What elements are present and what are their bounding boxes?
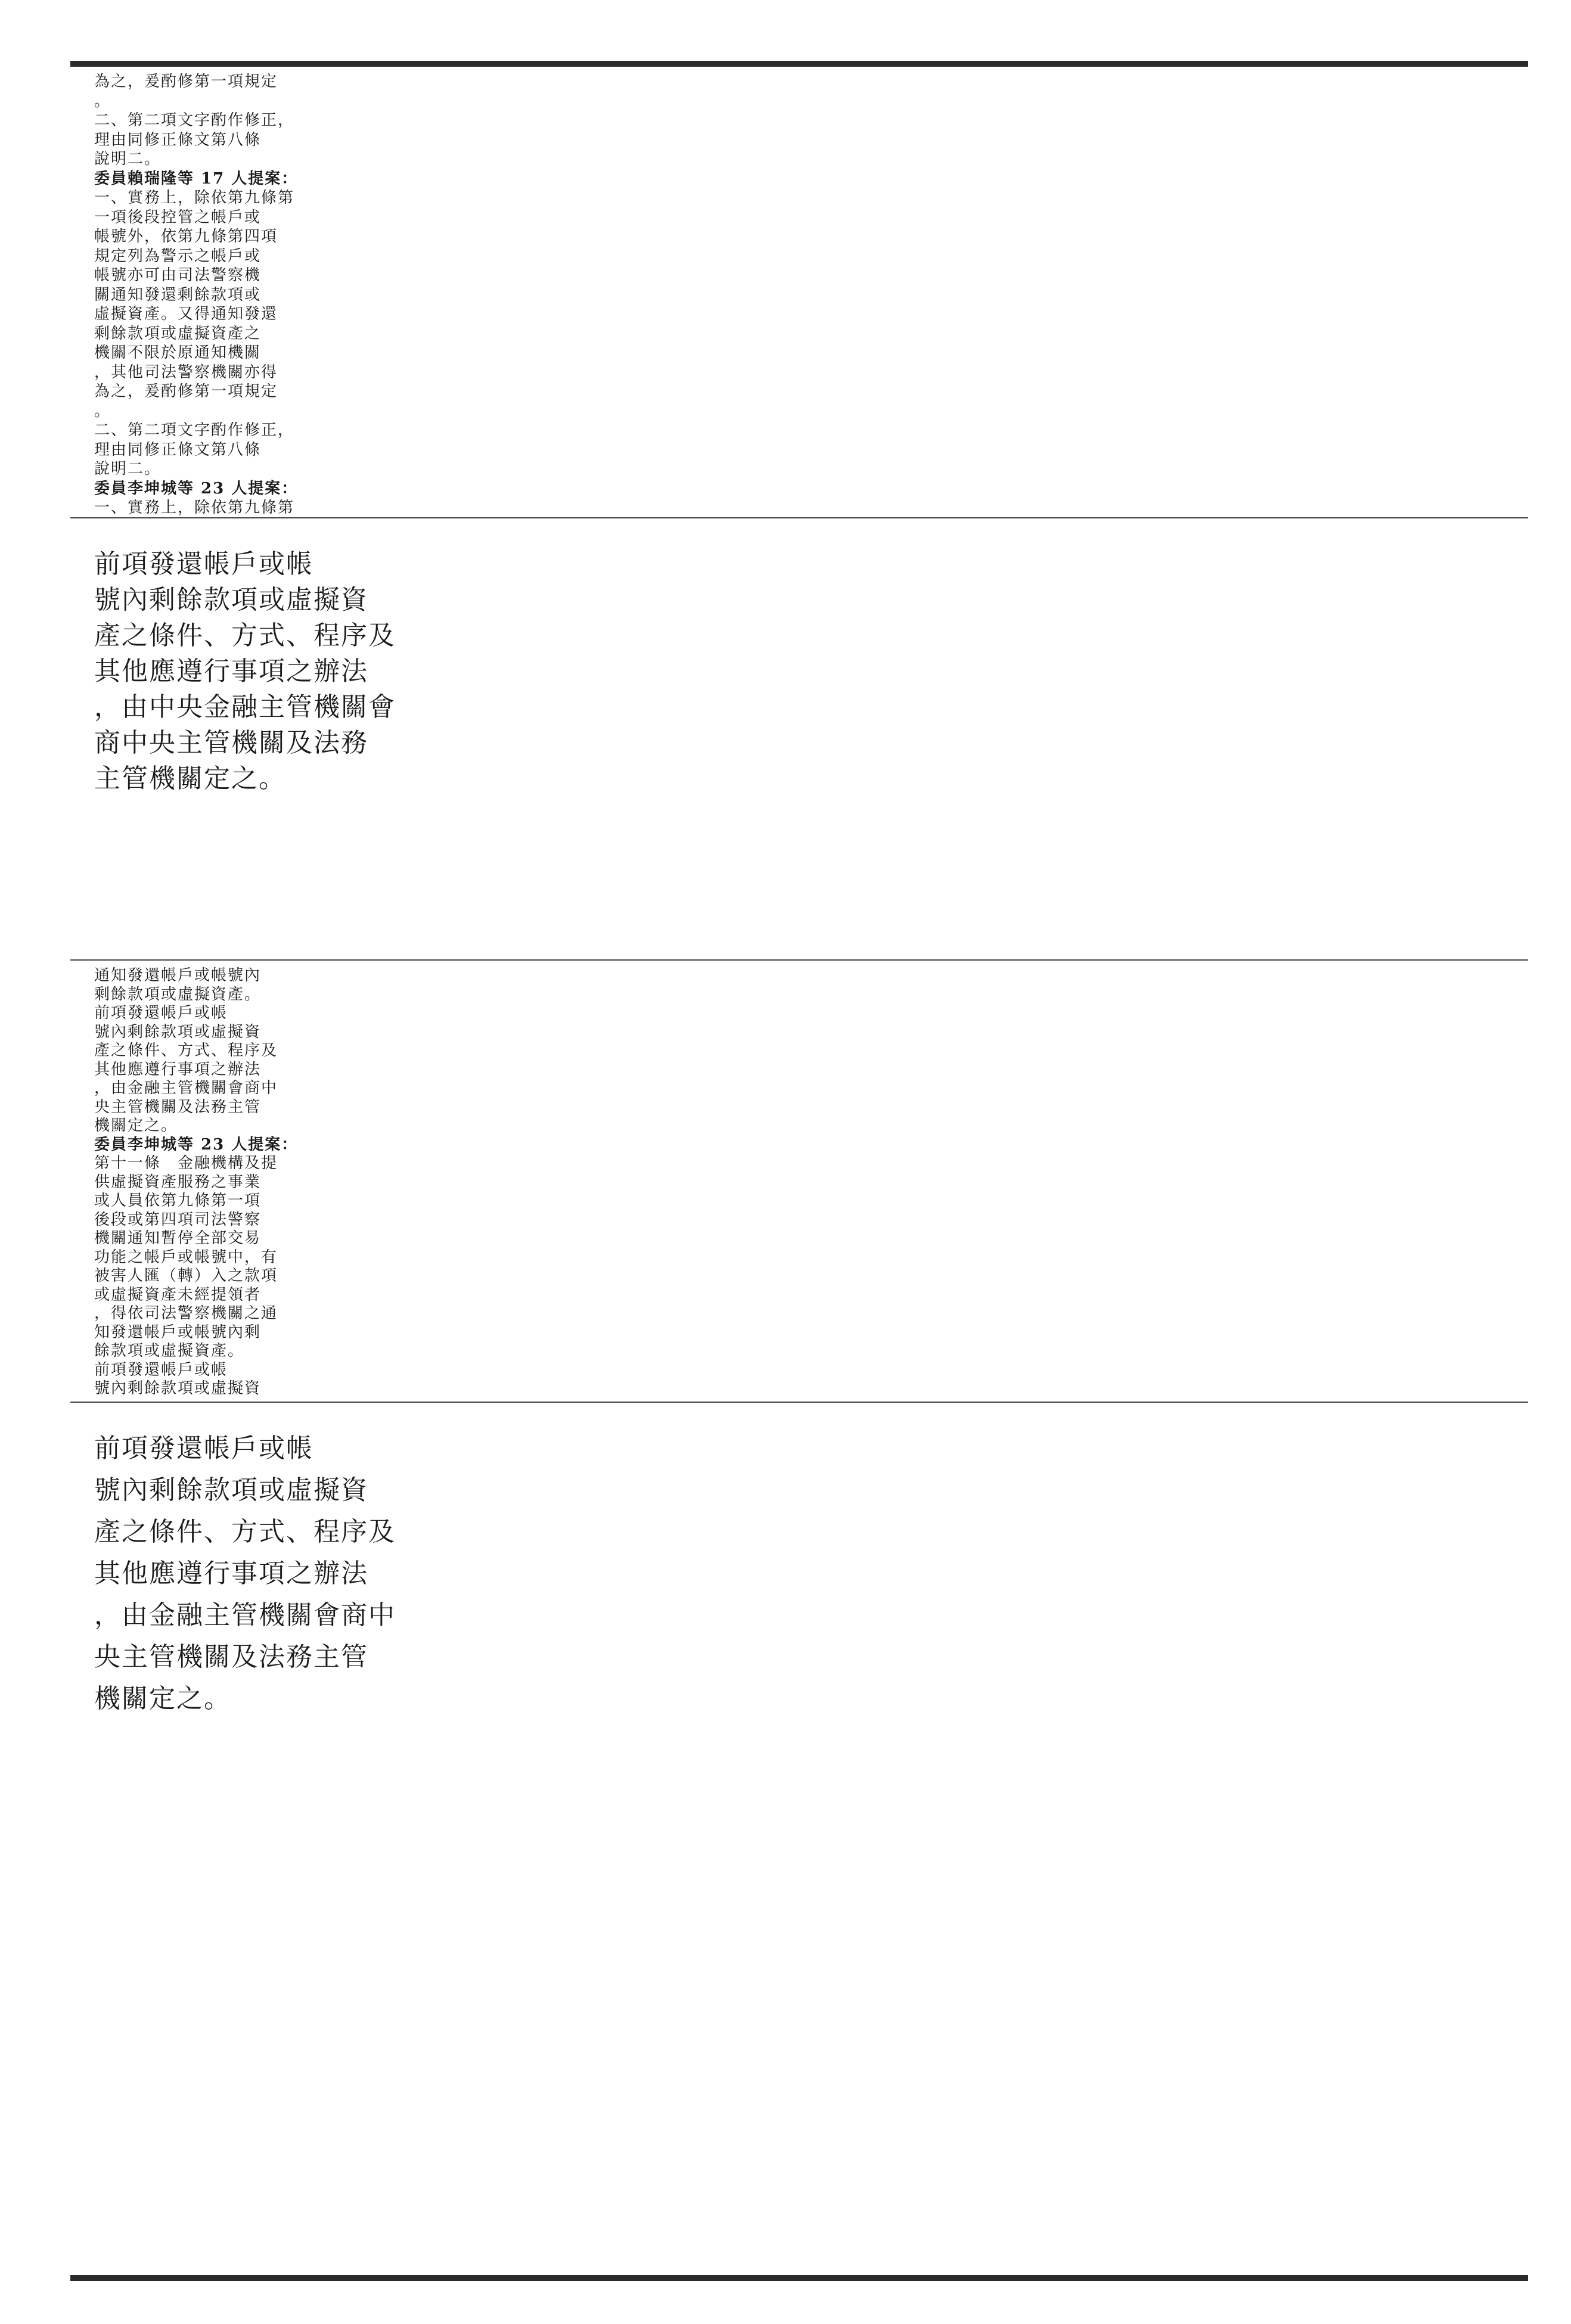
text-line: 機關定之。	[94, 1683, 231, 1714]
text-line: 被害人匯（轉）入之款項	[94, 1267, 278, 1285]
text-line: 關通知發還剩餘款項或	[94, 285, 262, 304]
text-line: 後段或第四項司法警察	[94, 1210, 262, 1229]
text-line: 為之，爰酌修第一項規定	[94, 383, 278, 400]
text-line: 功能之帳戶或帳號中，有	[94, 1248, 278, 1266]
text-line: 一、實務上，除依第九條第	[94, 189, 295, 207]
table-row-left-column	[70, 1403, 1528, 2273]
text-line: 央主管機關及法務主管	[94, 1642, 368, 1672]
bottom-rule	[70, 2275, 1528, 2281]
text-line: 商中央主管機關及法務	[94, 728, 368, 758]
text-line: 號內剩餘款項或虛擬資	[94, 1475, 368, 1505]
text-line: 機關不限於原通知機關	[94, 344, 262, 362]
text-line: 前項發還帳戶或帳	[94, 1433, 313, 1464]
text-line: 號內剩餘款項或虛擬資	[94, 1380, 262, 1397]
text-line: 機關定之。	[94, 1117, 178, 1135]
text-line: 二、第二項文字酌作修正，	[94, 421, 295, 439]
text-line: 剩餘款項或虛擬資產。	[94, 985, 262, 1003]
text-line: 號內剩餘款項或虛擬資	[94, 1023, 262, 1041]
text-line: 前項發還帳戶或帳	[94, 549, 313, 579]
text-line: 機關通知暫停全部交易	[94, 1229, 262, 1247]
text-line: 產之條件、方式、程序及	[94, 620, 396, 651]
text-line: 理由同修正條文第八條	[94, 440, 262, 459]
text-line: 央主管機關及法務主管	[94, 1098, 262, 1116]
text-line: 其他應遵行事項之辦法	[94, 656, 368, 686]
text-line: 為之，爰酌修第一項規定	[94, 73, 278, 91]
text-line: 帳號亦可由司法警察機	[94, 266, 262, 284]
text-line: 虛擬資產。又得通知發還	[94, 305, 278, 323]
text-line: 供虛擬資產服務之事業	[94, 1173, 262, 1191]
top-rule	[70, 61, 1528, 67]
text-line: 通知發還帳戶或帳號內	[94, 967, 262, 984]
text-line: 。	[94, 92, 111, 110]
text-line: 第十一條 金融機構及提	[94, 1154, 278, 1172]
text-line: 或虛擬資產未經提領者	[94, 1285, 262, 1304]
text-line: 主管機關定之。	[94, 763, 286, 794]
text-line: 剩餘款項或虛擬資產之	[94, 324, 262, 343]
text-line: 餘款項或虛擬資產。	[94, 1342, 245, 1360]
text-line: ，由金融主管機關會商中	[94, 1600, 396, 1630]
table-row-middle-column	[70, 518, 1528, 959]
text-line: 前項發還帳戶或帳	[94, 1004, 228, 1022]
text-line: 一、實務上，除依第九條第	[94, 499, 295, 517]
text-line: 二、第二項文字酌作修正，	[94, 111, 295, 129]
text-line: 其他應遵行事項之辦法	[94, 1558, 368, 1589]
text-line: 說明二。	[94, 460, 162, 478]
text-line: 其他應遵行事項之辦法	[94, 1060, 262, 1079]
text-line: 委員李坤城等 23 人提案：	[94, 479, 299, 498]
text-line: 理由同修正條文第八條	[94, 131, 262, 149]
text-line: 帳號外，依第九條第四項	[94, 228, 278, 246]
text-line: ，得依司法警察機關之通	[94, 1304, 278, 1322]
text-line: 規定列為警示之帳戶或	[94, 247, 262, 265]
table-row-right-column	[70, 67, 1528, 518]
text-line: 產之條件、方式、程序及	[94, 1042, 278, 1060]
text-line: 知發還帳戶或帳號內剩	[94, 1323, 262, 1341]
text-line: 產之條件、方式、程序及	[94, 1517, 396, 1547]
text-line: 或人員依第九條第一項	[94, 1192, 262, 1210]
table-row-second-column	[70, 961, 1528, 1402]
text-line: 。	[94, 402, 111, 420]
text-line: ，由金融主管機關會商中	[94, 1079, 278, 1097]
text-line: 說明二。	[94, 150, 162, 168]
text-line: 委員李坤城等 23 人提案：	[94, 1135, 299, 1154]
text-line: ，其他司法警察機關亦得	[94, 363, 278, 381]
text-line: 委員賴瑞隆等 17 人提案：	[94, 169, 299, 188]
text-line: 一項後段控管之帳戶或	[94, 208, 262, 226]
text-line: 前項發還帳戶或帳	[94, 1360, 228, 1379]
text-line: 號內剩餘款項或虛擬資	[94, 585, 368, 615]
text-line: ，由中央金融主管機關會	[94, 692, 396, 722]
